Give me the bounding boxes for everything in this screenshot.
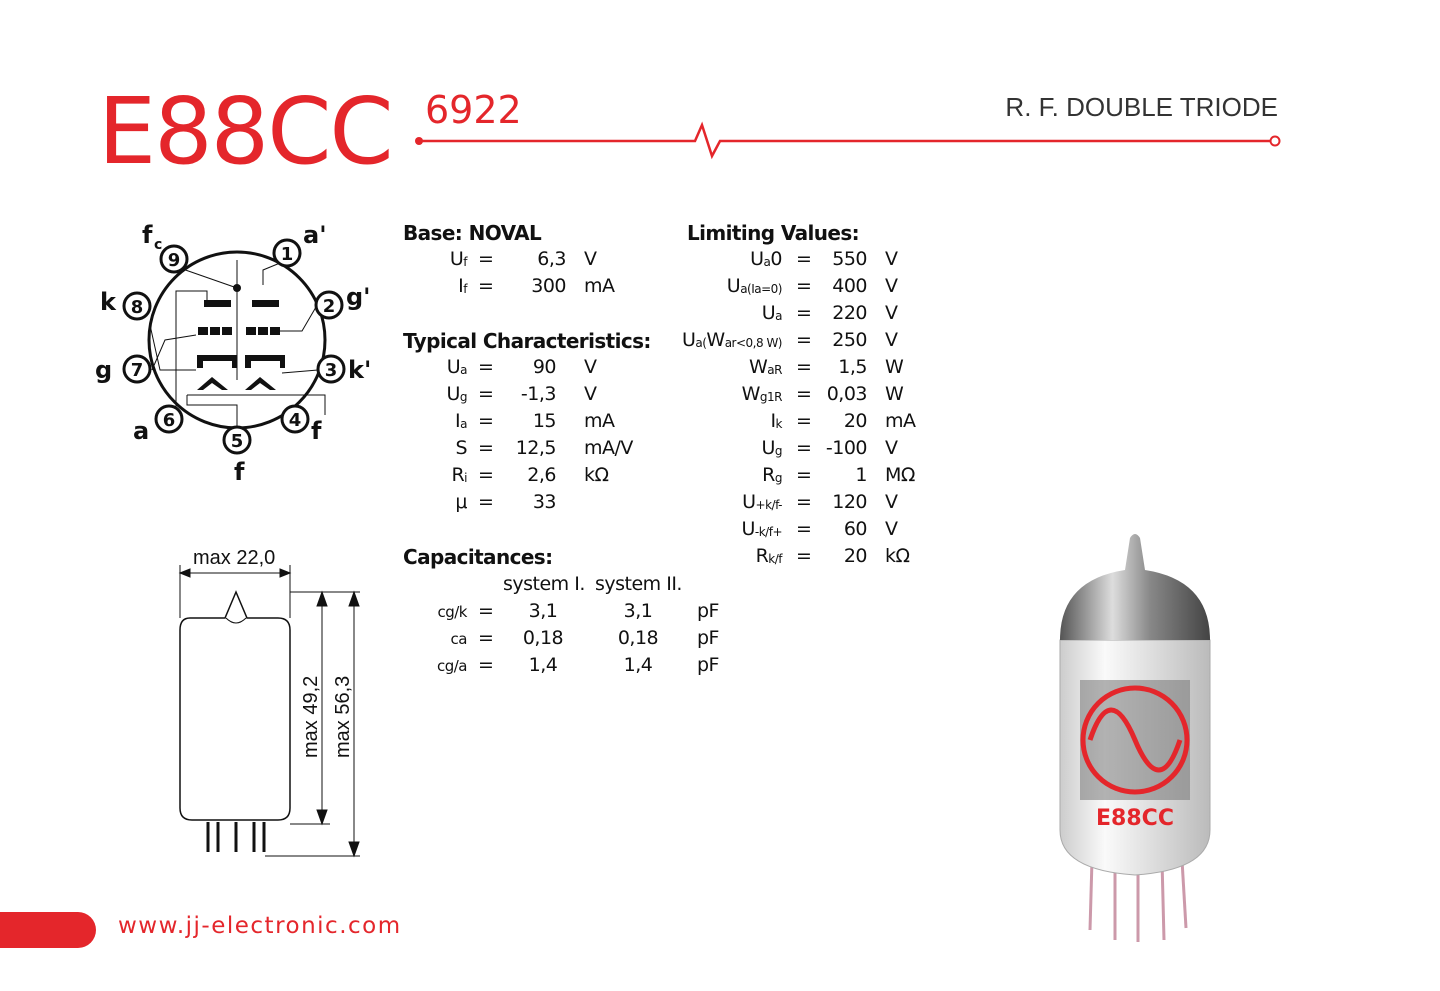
pin-label-g-prime: g' — [346, 283, 371, 311]
equals-sign: = — [478, 600, 494, 622]
row-label — [727, 273, 782, 302]
limiting-heading: Limiting Values: — [687, 221, 860, 245]
table-row — [0, 625, 1000, 652]
pin-label-k: k — [100, 288, 116, 316]
symbol-subscript: a — [775, 309, 782, 323]
row-value: 220 — [832, 302, 867, 324]
equals-sign: = — [796, 275, 812, 297]
width-dimension: max 22,0 — [193, 547, 276, 569]
pin-1: 1 — [280, 244, 294, 265]
row-unit: mA — [885, 410, 916, 432]
pin-8: 8 — [130, 297, 144, 318]
row-unit: kΩ — [584, 464, 609, 486]
row-unit: mA — [584, 275, 615, 297]
value-system-2: 0,18 — [617, 627, 659, 649]
equals-sign: = — [478, 437, 494, 459]
table-row — [0, 516, 1000, 543]
height-dimension-body: max 49,2 — [300, 675, 322, 758]
row-value: 0,03 — [826, 383, 867, 405]
row-value: 20 — [843, 545, 867, 567]
equivalent-type: 6922 — [425, 88, 522, 132]
row-value: -1,3 — [520, 383, 556, 405]
row-value: 15 — [532, 410, 556, 432]
table-row — [0, 246, 1000, 273]
row-unit: V — [885, 437, 898, 459]
equals-sign: = — [478, 627, 494, 649]
symbol-subscript: a — [460, 363, 467, 377]
row-value: -100 — [825, 437, 867, 459]
row-value: 550 — [832, 248, 867, 270]
table-row — [0, 354, 1000, 381]
symbol-subscript: a — [763, 255, 771, 269]
row-unit: V — [885, 275, 898, 297]
row-unit: pF — [697, 600, 719, 622]
pin-6: 6 — [162, 410, 176, 431]
symbol-subscript: g — [774, 471, 782, 485]
pin-label-a: a — [133, 417, 150, 445]
row-unit: V — [885, 491, 898, 513]
equals-sign: = — [796, 518, 812, 540]
row-value: 12,5 — [515, 437, 556, 459]
table-row — [0, 381, 1000, 408]
symbol: U — [449, 248, 464, 270]
symbol-subscript: -k/f+ — [754, 525, 782, 539]
row-unit: W — [885, 383, 904, 405]
symbol: W — [741, 383, 760, 405]
row-value: 250 — [832, 329, 867, 351]
tube-description: R. F. DOUBLE TRIODE — [1005, 92, 1278, 122]
symbol-subscript: k/f — [768, 552, 782, 566]
row-label — [749, 354, 782, 383]
col-system-1: system I. — [503, 573, 585, 595]
header-line-decoration — [410, 120, 1290, 165]
value-system-1: 3,1 — [528, 600, 558, 622]
pin-label-g: g — [95, 356, 113, 384]
symbol: R — [762, 464, 775, 486]
table-row — [0, 489, 1000, 516]
row-value: 60 — [843, 518, 867, 540]
row-label — [682, 327, 782, 356]
pin-label-k-prime: k' — [348, 356, 372, 384]
symbol-2: 0 — [770, 248, 782, 270]
row-label — [756, 543, 782, 572]
row-unit: pF — [697, 654, 719, 676]
symbol-subscript: g — [459, 390, 467, 404]
typical-heading: Typical Characteristics: — [403, 329, 651, 353]
row-unit: kΩ — [885, 545, 910, 567]
symbol: U — [741, 518, 755, 540]
row-unit: V — [885, 248, 898, 270]
symbol: R — [755, 545, 769, 567]
row-unit: mA/V — [584, 437, 633, 459]
symbol: U — [761, 302, 776, 324]
symbol: I — [455, 410, 461, 432]
row-label — [750, 246, 782, 275]
col-system-2: system II. — [595, 573, 682, 595]
row-label — [742, 381, 782, 410]
equals-sign: = — [478, 410, 494, 432]
pin-label-fc: f — [142, 221, 153, 249]
table-row — [0, 300, 1000, 327]
equals-sign: = — [796, 437, 812, 459]
symbol-subscript: a(Ia=0) — [740, 282, 782, 296]
symbol-subscript: i — [464, 471, 467, 485]
pin-4: 4 — [288, 410, 302, 431]
equals-sign: = — [478, 383, 494, 405]
base-heading: Base: NOVAL — [403, 221, 542, 245]
row-label — [451, 625, 467, 653]
symbol-subscript: g — [774, 444, 782, 458]
pin-label-fc-sub: c — [154, 237, 163, 253]
row-unit: MΩ — [885, 464, 915, 486]
value-system-1: 1,4 — [528, 654, 558, 676]
table-row — [0, 327, 1000, 354]
symbol-subscript: a — [460, 417, 467, 431]
row-unit: V — [885, 329, 898, 351]
symbol-subscript: g1R — [759, 390, 782, 404]
value-system-1: 0,18 — [522, 627, 564, 649]
value-system-2: 1,4 — [623, 654, 653, 676]
table-row — [0, 598, 1000, 625]
symbol: S — [455, 437, 467, 459]
row-value: 6,3 — [537, 248, 566, 270]
symbol-subscript: f — [463, 282, 467, 296]
symbol-subscript: cg/k — [437, 603, 467, 621]
equals-sign: = — [478, 491, 494, 513]
tube-print: E88CC — [1096, 806, 1174, 831]
equals-sign: = — [796, 410, 812, 432]
symbol: U — [726, 275, 741, 297]
tube-title: E88CC — [98, 78, 392, 185]
pin-2: 2 — [322, 296, 336, 317]
equals-sign: = — [478, 248, 494, 270]
row-unit: pF — [697, 627, 719, 649]
row-unit: W — [885, 356, 904, 378]
row-unit: V — [885, 302, 898, 324]
height-dimension-total: max 56,3 — [332, 675, 354, 758]
symbol: I — [458, 275, 464, 297]
symbol-subscript: f — [463, 255, 467, 269]
symbol-subscript: a( — [695, 336, 707, 350]
pin-label-f5: f — [234, 458, 245, 486]
equals-sign: = — [478, 654, 494, 676]
row-label — [762, 462, 782, 491]
row-value: 300 — [531, 275, 566, 297]
row-value: 90 — [532, 356, 556, 378]
row-value: 1 — [855, 464, 867, 486]
equals-sign: = — [796, 302, 812, 324]
table-row — [0, 408, 1000, 435]
row-unit: V — [584, 383, 597, 405]
symbol: U — [742, 491, 756, 513]
equals-sign: = — [478, 356, 494, 378]
pin-9: 9 — [167, 250, 181, 271]
website-link[interactable]: www.jj-electronic.com — [118, 913, 402, 939]
equals-sign: = — [796, 383, 812, 405]
table-row — [0, 273, 1000, 300]
pin-3: 3 — [324, 360, 338, 381]
footer-accent-bar — [0, 912, 96, 948]
symbol: R — [451, 464, 465, 486]
row-value: 33 — [532, 491, 556, 513]
row-label — [761, 435, 782, 464]
row-value: 2,6 — [527, 464, 556, 486]
row-unit: V — [584, 248, 597, 270]
row-unit: mA — [584, 410, 615, 432]
symbol: W — [749, 356, 768, 378]
row-value: 1,5 — [838, 356, 867, 378]
row-label — [770, 408, 782, 437]
row-unit: V — [885, 518, 898, 540]
table-row — [0, 462, 1000, 489]
symbol-2: W — [706, 329, 725, 351]
symbol: U — [761, 437, 775, 459]
pin-label-a-prime: a' — [303, 221, 327, 249]
row-value: 20 — [843, 410, 867, 432]
row-label — [741, 516, 782, 545]
row-label — [437, 598, 467, 626]
symbol: U — [446, 383, 460, 405]
symbol-subscript-2: ar<0,8 W) — [724, 336, 782, 350]
symbol: U — [681, 329, 696, 351]
tube-photo — [1040, 530, 1230, 950]
symbol-subscript: +k/f- — [755, 498, 782, 512]
pin-5: 5 — [230, 431, 244, 452]
capacitances-heading: Capacitances: — [403, 545, 553, 569]
equals-sign: = — [796, 491, 812, 513]
equals-sign: = — [796, 545, 812, 567]
row-value: 400 — [832, 275, 867, 297]
equals-sign: = — [796, 329, 812, 351]
table-row — [0, 435, 1000, 462]
equals-sign: = — [796, 356, 812, 378]
symbol: U — [750, 248, 764, 270]
table-row — [0, 543, 1000, 570]
symbol-subscript: k — [775, 417, 782, 431]
row-label — [762, 300, 782, 329]
table-row — [0, 652, 1000, 679]
equals-sign: = — [478, 275, 494, 297]
row-label — [437, 652, 467, 680]
row-value: 120 — [832, 491, 867, 513]
symbol: I — [770, 410, 776, 432]
row-unit: V — [584, 356, 597, 378]
equals-sign: = — [478, 464, 494, 486]
equals-sign: = — [796, 464, 812, 486]
equals-sign: = — [796, 248, 812, 270]
row-label — [742, 489, 782, 518]
symbol-subscript: aR — [767, 363, 782, 377]
pin-label-f4: f — [311, 417, 322, 445]
symbol: U — [446, 356, 461, 378]
value-system-2: 3,1 — [623, 600, 653, 622]
pin-7: 7 — [130, 360, 144, 381]
symbol-subscript: ca — [450, 630, 467, 648]
symbol: μ — [455, 491, 467, 513]
symbol-subscript: cg/a — [436, 657, 467, 675]
